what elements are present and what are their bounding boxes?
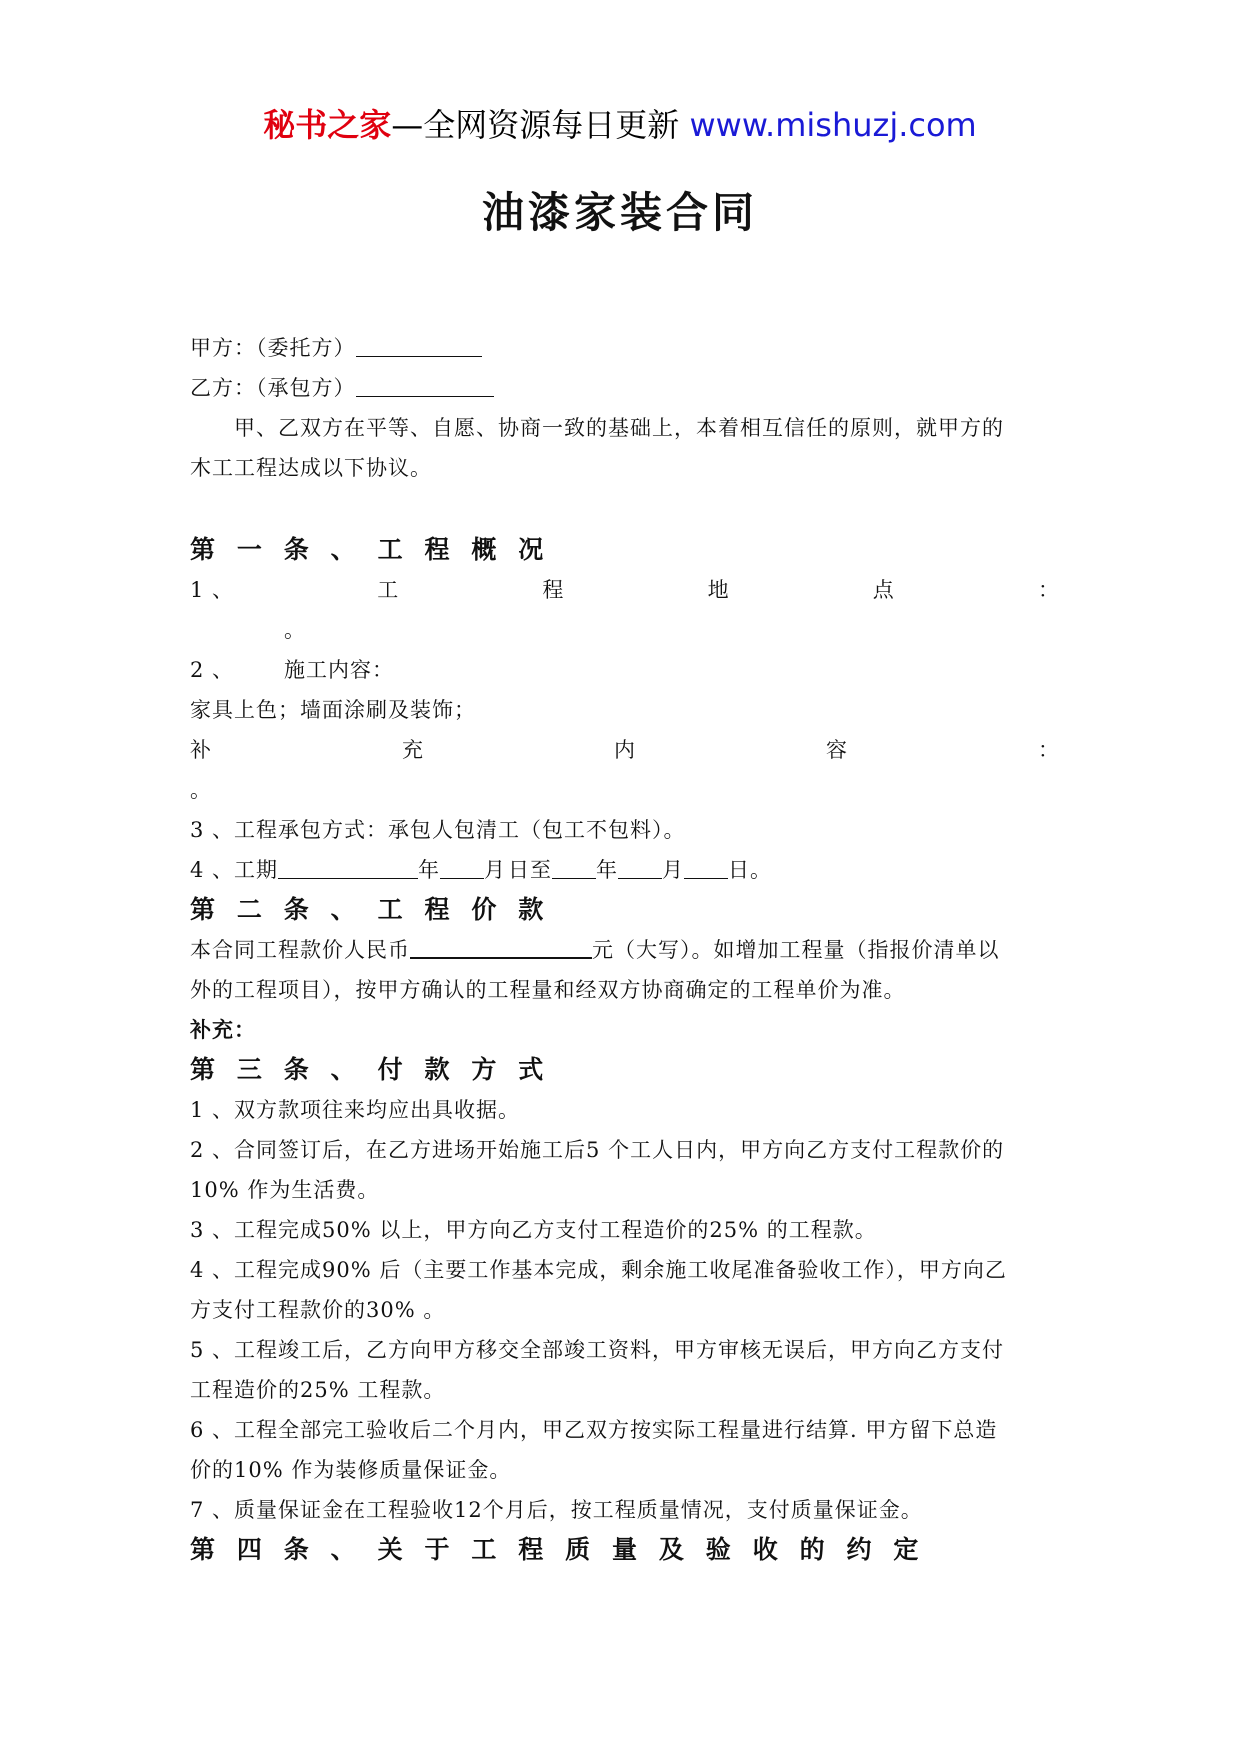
heading-char: 第	[190, 1055, 216, 1084]
party-b-label: 乙方：（承包方）	[190, 376, 356, 400]
year-label: 年	[596, 858, 619, 882]
heading-char: 的	[799, 1535, 825, 1564]
heading-char: 第	[190, 1535, 216, 1564]
heading-char: 第	[190, 535, 216, 564]
item-2-label: 施工内容：	[284, 658, 394, 682]
article-2-line-1	[190, 935, 1060, 965]
spread-char: ：	[1037, 578, 1060, 602]
heading-char: 、	[330, 1535, 356, 1564]
month-label: 月	[484, 858, 507, 882]
spread-char: 补	[190, 738, 212, 762]
banner-url-link[interactable]: www.mishuzj.com	[689, 106, 977, 144]
heading-char: 工	[377, 535, 403, 564]
heading-char: 程	[424, 535, 450, 564]
article-1-item-1	[190, 575, 1060, 605]
party-a-line	[190, 333, 1060, 363]
article-3-line: 4 、工程完成90% 后（主要工作基本完成，剩余施工收尾准备验收工作），甲方向乙	[190, 1258, 1007, 1282]
duration-blank[interactable]	[278, 856, 418, 879]
article-2-line-2: 外的工程项目），按甲方确认的工程量和经双方协商确定的工程单价为准。	[190, 978, 906, 1002]
article-3-line: 1 、双方款项往来均应出具收据。	[190, 1098, 521, 1122]
price-blank[interactable]	[410, 935, 592, 959]
banner-slogan: —全网资源每日更新	[391, 106, 690, 144]
intro-line-2: 木工工程达成以下协议。	[190, 456, 432, 480]
heading-char: 工	[471, 1535, 497, 1564]
party-a-label: 甲方：（委托方）	[190, 336, 356, 360]
heading-char: 方	[471, 1055, 497, 1084]
heading-char: 关	[377, 1535, 403, 1564]
item-number: 2 、	[190, 658, 235, 682]
heading-char: 程	[424, 895, 450, 924]
article-3-line: 工程造价的25% 工程款。	[190, 1378, 446, 1402]
site-banner	[0, 100, 1240, 146]
article-2-supplement: 补充：	[190, 1018, 256, 1042]
heading-char: 款	[424, 1055, 450, 1084]
spread-char: 程	[542, 578, 565, 602]
article-3-line: 价的10% 作为装修质量保证金。	[190, 1458, 512, 1482]
price-suffix: 元（大写）。如增加工程量（指报价清单以	[592, 938, 1000, 962]
heading-char: 三	[236, 1055, 262, 1084]
heading-char: 定	[893, 1535, 919, 1564]
heading-char: 款	[518, 895, 544, 924]
article-3-line: 5 、工程竣工后，乙方向甲方移交全部竣工资料，甲方审核无误后，甲方向乙方支付	[190, 1338, 1005, 1362]
month-2-blank[interactable]	[618, 856, 662, 879]
party-a-blank[interactable]	[356, 334, 482, 357]
article-1-item-1-tail: 。	[284, 618, 306, 642]
heading-char: 条	[283, 895, 309, 924]
spread-char: 地	[707, 578, 730, 602]
heading-char: 、	[330, 535, 356, 564]
banner-brand: 秘书之家	[263, 106, 392, 144]
heading-char: 验	[705, 1535, 731, 1564]
day-label: 日。	[728, 858, 773, 882]
spread-char: 容	[826, 738, 848, 762]
article-1-supplement-tail: 。	[190, 778, 212, 802]
heading-char: 价	[471, 895, 497, 924]
heading-char: 质	[565, 1535, 591, 1564]
item-number: 1 、	[190, 578, 235, 602]
article-1-heading	[190, 535, 1060, 565]
article-3-line: 2 、合同签订后，在乙方进场开始施工后5 个工人日内，甲方向乙方支付工程款价的	[190, 1138, 1005, 1162]
article-3-line: 10% 作为生活费。	[190, 1178, 380, 1202]
article-4-heading	[190, 1535, 1060, 1565]
document-title: 油漆家装合同	[481, 188, 758, 237]
article-3-line: 6 、工程全部完工验收后二个月内，甲乙双方按实际工程量进行结算. 甲方留下总造	[190, 1418, 998, 1442]
party-b-line	[190, 373, 1060, 403]
article-1-item-4	[190, 855, 1060, 885]
heading-char: 付	[377, 1055, 403, 1084]
heading-char: 一	[236, 535, 262, 564]
heading-char: 第	[190, 895, 216, 924]
article-1-item-3: 3 、工程承包方式：承包人包清工（包工不包料）。	[190, 818, 686, 842]
heading-char: 条	[283, 1055, 309, 1084]
item-4-prefix: 4 、工期	[190, 858, 279, 882]
article-3-heading	[190, 1055, 1060, 1085]
article-1-supplement	[190, 735, 1060, 765]
spread-char: ：	[1038, 738, 1060, 762]
spread-char: 点	[872, 578, 895, 602]
intro-line-1: 甲、乙双方在平等、自愿、协商一致的基础上，本着相互信任的原则，就甲方的	[190, 416, 1004, 440]
heading-char: 量	[612, 1535, 638, 1564]
heading-char: 程	[518, 1535, 544, 1564]
month-label: 月	[662, 858, 685, 882]
spread-char: 工	[377, 578, 400, 602]
heading-char: 条	[283, 1535, 309, 1564]
heading-char: 况	[518, 535, 544, 564]
day-label: 日至	[508, 858, 553, 882]
year-2-blank[interactable]	[552, 856, 596, 879]
heading-char: 二	[236, 895, 262, 924]
heading-char: 概	[471, 535, 497, 564]
article-2-heading	[190, 895, 1060, 925]
heading-char: 及	[658, 1535, 684, 1564]
article-1-item-2	[190, 655, 1060, 685]
heading-char: 约	[846, 1535, 872, 1564]
heading-char: 、	[330, 895, 356, 924]
party-b-blank[interactable]	[356, 374, 494, 397]
day-2-blank[interactable]	[684, 856, 728, 879]
article-3-line: 7 、质量保证金在工程验收12个月后，按工程质量情况，支付质量保证金。	[190, 1498, 923, 1522]
article-3-line: 方支付工程款价的30% 。	[190, 1298, 446, 1322]
heading-char: 四	[236, 1535, 262, 1564]
heading-char: 、	[330, 1055, 356, 1084]
article-3-line: 3 、工程完成50% 以上，甲方向乙方支付工程造价的25% 的工程款。	[190, 1218, 877, 1242]
construction-content: 家具上色；墙面涂刷及装饰；	[190, 698, 476, 722]
heading-char: 收	[752, 1535, 778, 1564]
month-blank[interactable]	[440, 856, 484, 879]
price-prefix: 本合同工程款价人民币	[190, 938, 410, 962]
year-label: 年	[418, 858, 441, 882]
heading-char: 于	[424, 1535, 450, 1564]
spread-char: 充	[402, 738, 424, 762]
heading-char: 式	[518, 1055, 544, 1084]
heading-char: 条	[283, 535, 309, 564]
heading-char: 工	[377, 895, 403, 924]
spread-char: 内	[614, 738, 636, 762]
